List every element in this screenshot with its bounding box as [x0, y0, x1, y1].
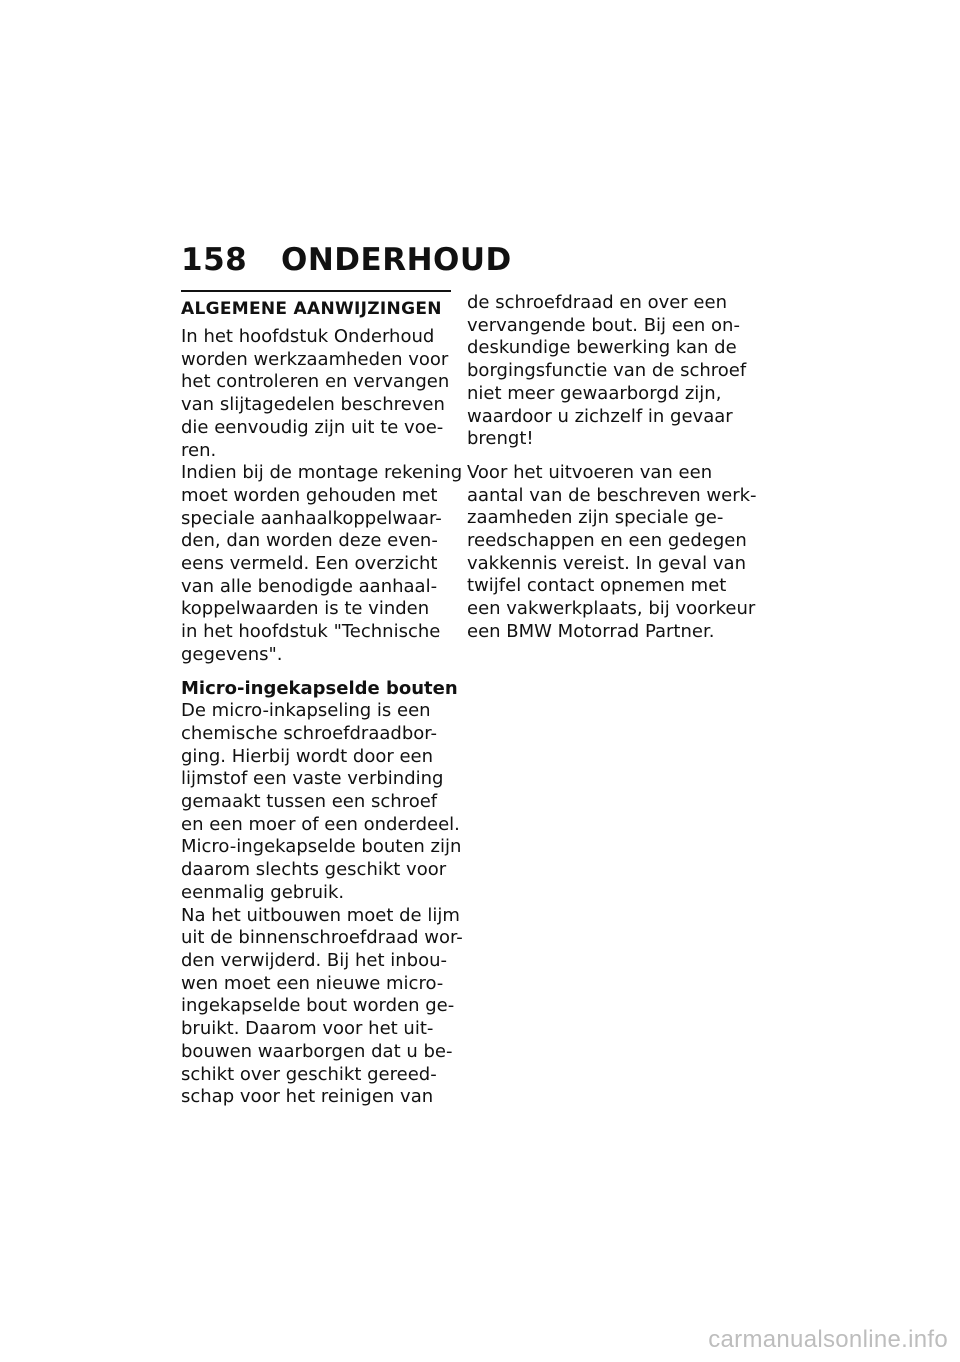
left-column [181, 290, 463, 1109]
chapter-title: ONDERHOUD [281, 242, 512, 278]
paragraph-micro [181, 700, 462, 904]
paragraph-special-tools [467, 461, 757, 644]
text-line: van slijtagedelen beschreven [181, 394, 445, 416]
paragraph-intro [181, 326, 451, 462]
text-line: Voor het uitvoeren van een [467, 461, 713, 483]
section-heading: ALGEMENE AANWIJZINGEN [181, 299, 442, 319]
text-line: aantal van de beschreven werk- [467, 484, 757, 506]
text-line: vervangende bout. Bij een on- [467, 314, 740, 336]
text-line: Micro-ingekapselde bouten zijn [181, 836, 462, 858]
text-line: een BMW Motorrad Partner. [467, 620, 715, 642]
text-line: de schroefdraad en over een [467, 292, 727, 313]
text-line: ging. Hierbij wordt door een [181, 745, 434, 767]
text-line: ingekapselde bout worden ge- [181, 995, 455, 1017]
text-line: uit de binnenschroefdraad wor- [181, 927, 463, 949]
paragraph-gap [467, 451, 747, 462]
text-line: brengt! [467, 428, 534, 450]
text-line: bouwen waarborgen dat u be- [181, 1040, 453, 1062]
text-line: zaamheden zijn speciale ge- [467, 507, 724, 529]
sub-heading: Micro-ingekapselde bouten [181, 677, 458, 699]
text-line: die eenvoudig zijn uit te voe- [181, 416, 444, 438]
page-number: 158 [181, 242, 248, 278]
text-line: reedschappen en een gedegen [467, 530, 747, 552]
text-line: niet meer gewaarborgd zijn, [467, 382, 722, 404]
paragraph-removal [181, 904, 463, 1109]
text-line: den verwijderd. Bij het inbou- [181, 949, 448, 971]
text-line: worden werkzaamheden voor [181, 348, 449, 370]
text-line: De micro-inkapseling is een [181, 700, 431, 722]
text-line: in het hoofdstuk "Technische [181, 621, 441, 643]
text-line: bruikt. Daarom voor het uit- [181, 1018, 434, 1040]
text-line: In het hoofdstuk Onderhoud [181, 326, 435, 347]
text-line: moet worden gehouden met [181, 484, 438, 506]
text-line: schikt over geschikt gereed- [181, 1063, 437, 1085]
text-line: ren. [181, 439, 217, 461]
text-line: eens vermeld. Een overzicht [181, 553, 438, 575]
paragraph-continued [467, 292, 747, 451]
text-line: en een moer of een onderdeel. [181, 813, 460, 835]
text-line: gemaakt tussen een schroef [181, 791, 438, 813]
text-line: borgingsfunctie van de schroef [467, 360, 747, 382]
text-line: koppelwaarden is te vinden [181, 598, 430, 620]
text-line: deskundige bewerking kan de [467, 337, 737, 359]
text-line: Indien bij de montage rekening [181, 462, 463, 484]
text-line: wen moet een nieuwe micro- [181, 972, 444, 994]
text-line: een vakwerkplaats, bij voorkeur [467, 598, 756, 620]
text-line: speciale aanhaalkoppelwaar- [181, 507, 442, 529]
text-line: gegevens". [181, 643, 283, 665]
text-line: chemische schroefdraadbor- [181, 722, 437, 744]
paragraph-gap [181, 667, 451, 678]
text-line: Na het uitbouwen moet de lijm [181, 904, 460, 926]
text-line: waardoor u zichzelf in gevaar [467, 405, 733, 427]
watermark: carmanualsonline.info [708, 1326, 948, 1353]
text-line: het controleren en vervangen [181, 371, 450, 393]
text-line: den, dan worden deze even- [181, 530, 438, 552]
text-line: eenmalig gebruik. [181, 881, 345, 903]
page-header [181, 240, 512, 280]
section-divider [181, 290, 451, 292]
text-line: twijfel contact opnemen met [467, 575, 727, 597]
paragraph-torque [181, 462, 463, 666]
right-column [467, 292, 757, 644]
text-line: lijmstof een vaste verbinding [181, 768, 444, 790]
text-line: vakkennis vereist. In geval van [467, 552, 746, 574]
text-line: van alle benodigde aanhaal- [181, 575, 438, 597]
text-line: daarom slechts geschikt voor [181, 859, 447, 881]
text-line: schap voor het reinigen van [181, 1086, 434, 1108]
